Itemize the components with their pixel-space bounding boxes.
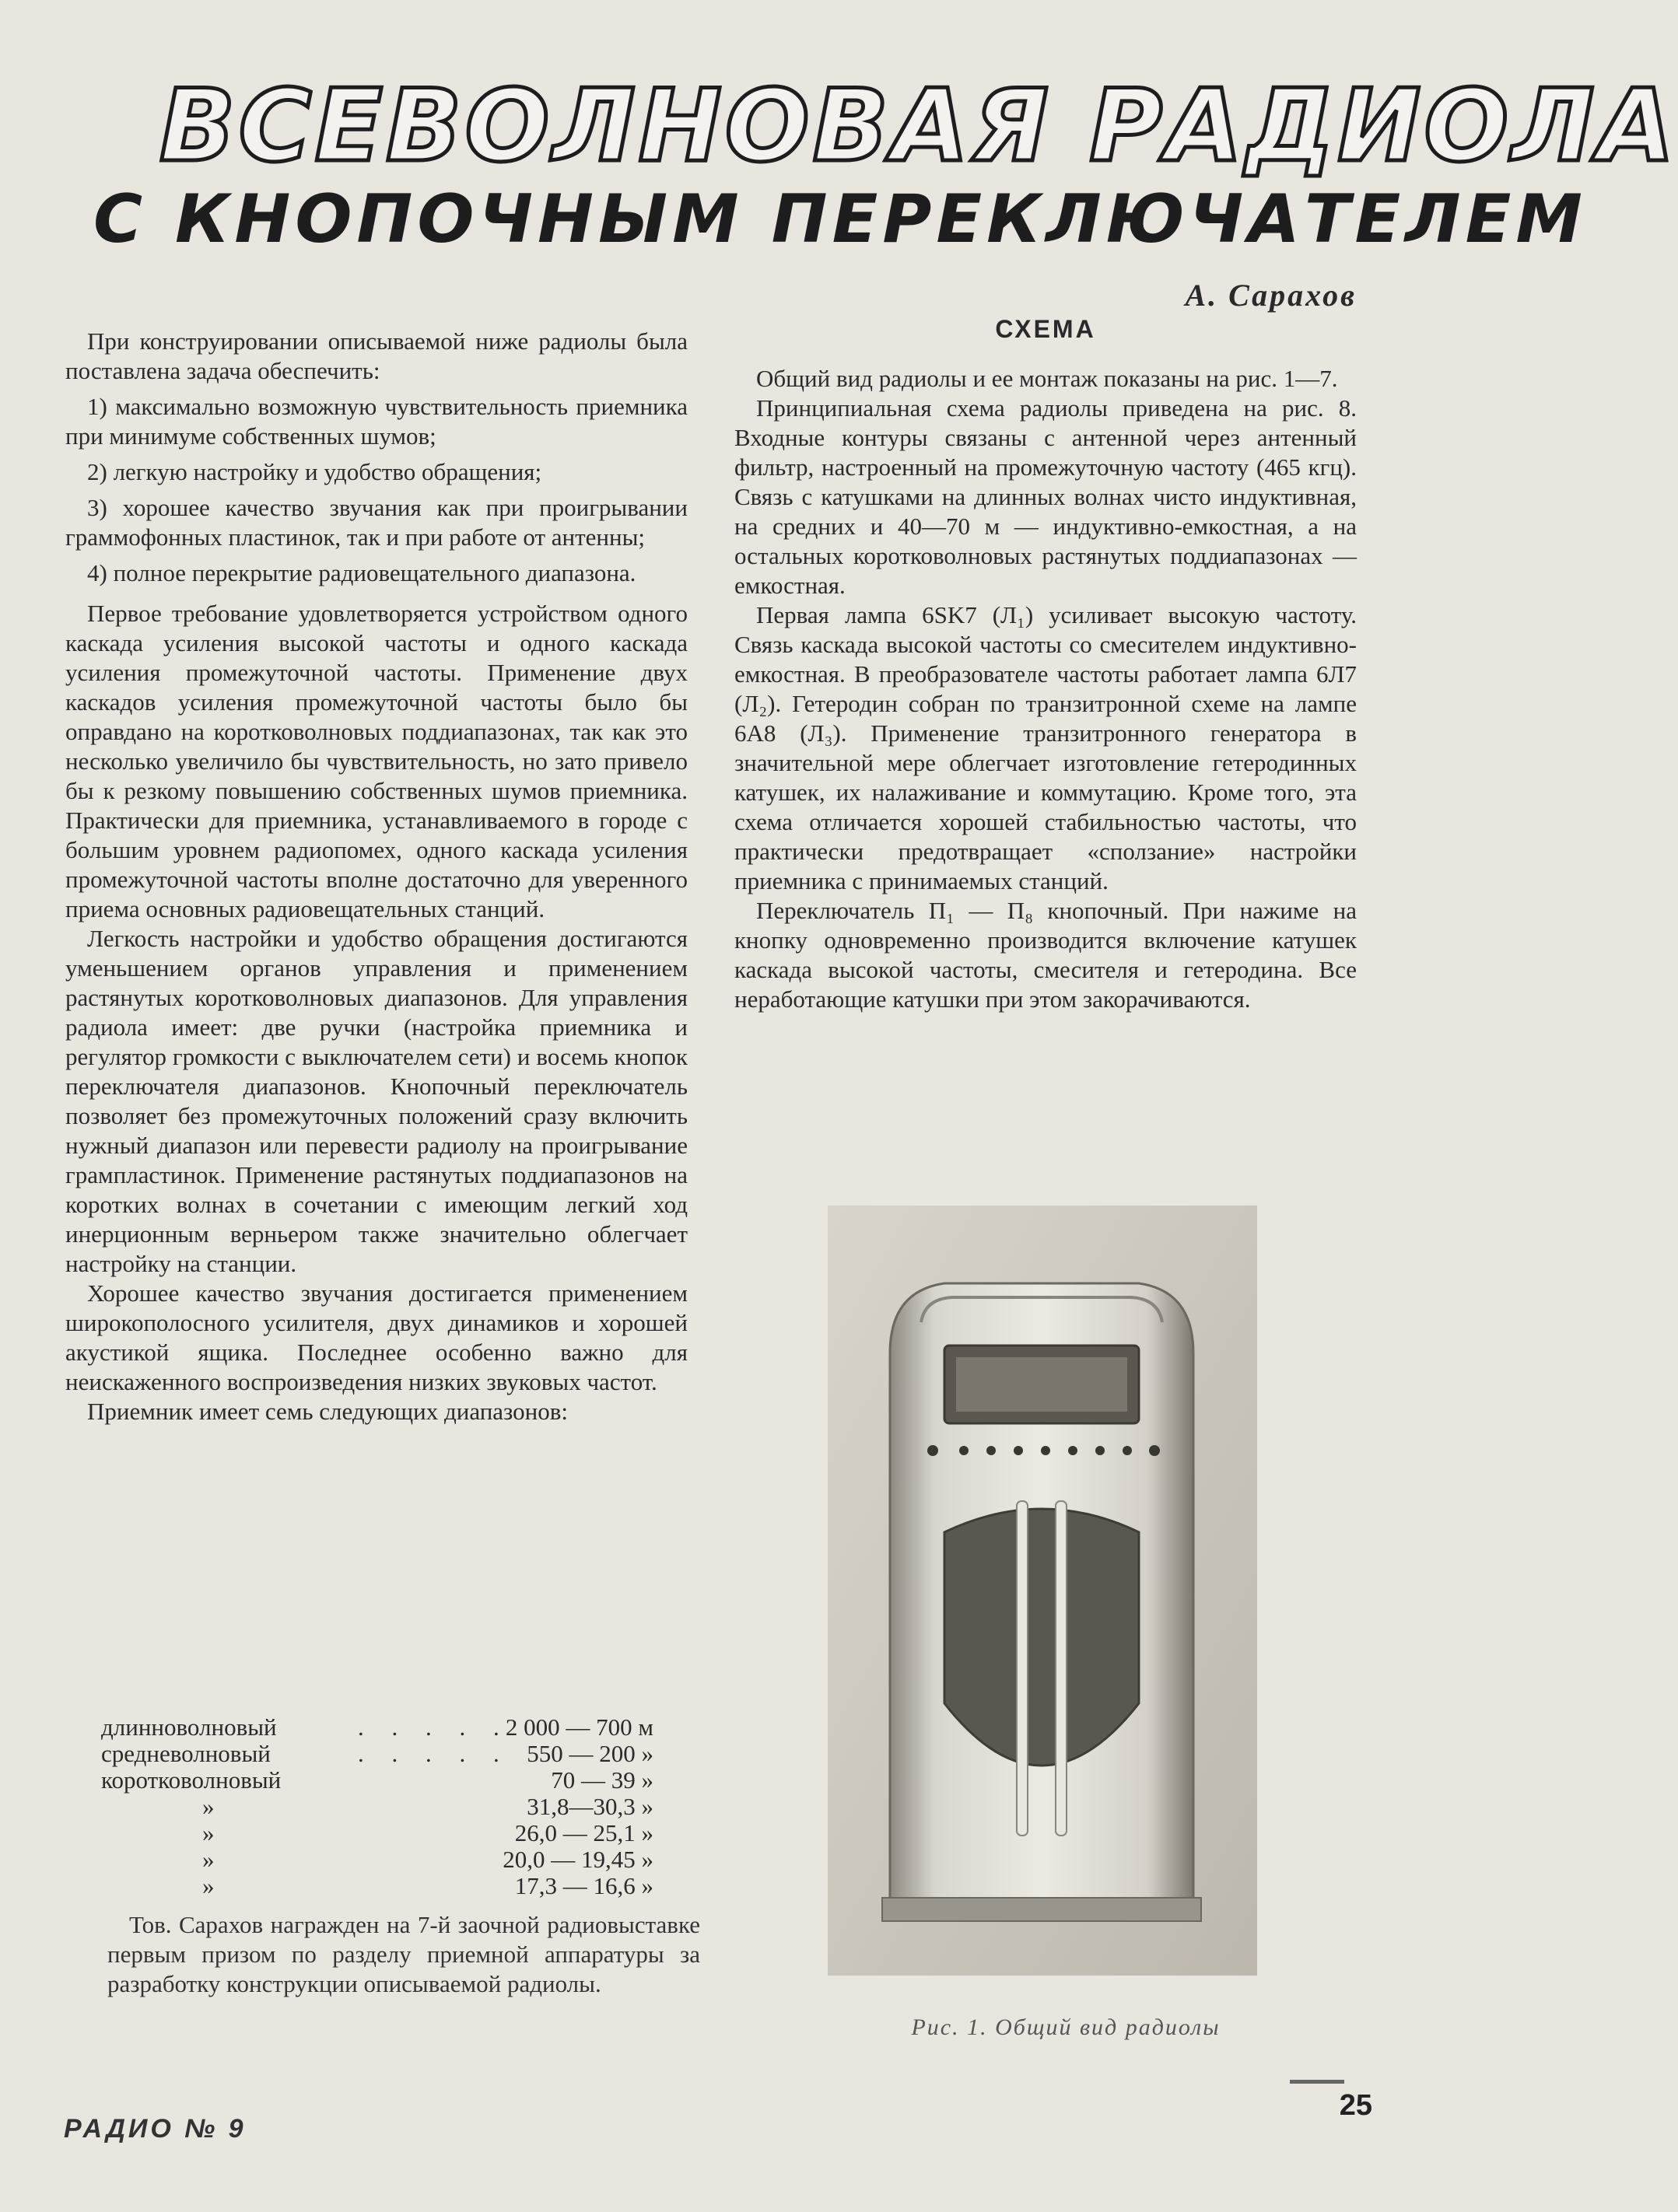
schematic-paragraph: Принципиальная схема радиолы приведена на рис. 8. Входные контуры связаны с антенной через антенный фильтр, настроенный на промежуточную частоту (465 кгц). Связь с катушками на длинных волнах чисто индуктивная, на средних и 40—70 м — индуктивно-емкостная, а на остальных коротковолновых растянутых поддиапазонах — емкостная.: [734, 394, 1357, 599]
tuning-paragraph: Легкость настройки и удобство обращения достигаются уменьшением органов управления и применением растянутых коротковолновых диапазонов. Для управления радиола имеет: две ручки (настройка приемника и регулятор громкости с выключателем сети) и восемь кнопок переключателя диапазонов. Кнопочный переключатель позволяет без промежуточных положений сразу включить нужный диапазон или перевести радиолу на проигрывание грампластинок. Применение растянутых поддиапазонов на коротких волнах в сочетании с имеющим легкий ход инерционным верньером также значительно облегчает настройку на станции.: [65, 925, 688, 1277]
intro-paragraph: При конструировании описываемой ниже радиолы была поставлена задача обеспечить:: [65, 327, 688, 384]
band-name: »: [202, 1819, 215, 1846]
award-footnote: Тов. Сарахов награжден на 7-й заочной радиовыставке первым призом по разделу приемной аппаратуры за разработку конструкции описываемой радиолы.: [107, 1911, 700, 1997]
band-range-row: [101, 1846, 677, 1873]
requirement-4: 4) полное перекрытие радиовещательного диапазона.: [87, 559, 636, 586]
overview-paragraph: Общий вид радиолы и ее монтаж показаны на рис. 1—7.: [756, 365, 1338, 392]
band-range-row: [101, 1767, 677, 1794]
section-heading: СХЕМА: [995, 315, 1096, 343]
band-range-row: [101, 1820, 677, 1846]
band-value: 31,8—30,3 »: [527, 1793, 653, 1820]
band-leader-dots: . . . . .: [358, 1713, 510, 1741]
page-number: 25: [1339, 2089, 1372, 2122]
band-value: 26,0 — 25,1 »: [514, 1819, 653, 1846]
footer-rule: [1290, 2080, 1344, 2084]
band-name: коротковолновый: [101, 1766, 282, 1794]
band-name: »: [202, 1793, 215, 1820]
figure-caption: Рис. 1. Общий вид радиолы: [911, 2014, 1221, 2040]
magazine-footer: РАДИО № 9: [64, 2114, 247, 2144]
bands-intro-paragraph: Приемник имеет семь следующих диапазонов:: [87, 1398, 568, 1425]
switch-paragraph: Переключатель П₁ — П₈ кнопочный. При нажиме на кнопку одновременно производится включение катушек каскада высокой частоты, смесителя и гетеродина. Все неработающие катушки при этом закорачиваются.: [734, 897, 1357, 1013]
right-column: [734, 315, 1357, 1014]
band-name: средневолновый: [101, 1740, 271, 1767]
radiogram-illustration: [828, 1206, 1257, 1976]
band-name: »: [202, 1846, 215, 1873]
requirement-2: 2) легкую настройку и удобство обращения;: [87, 458, 542, 485]
band-value: 17,3 — 16,6 »: [514, 1872, 653, 1899]
band-range-row: [101, 1714, 677, 1741]
first-requirement-paragraph: Первое требование удовлетворяется устройством одного каскада усиления высокой частоты и одного каскада усиления промежуточной частоты. Применение двух каскадов усиления промежуточной частоты было бы оправдано на коротковолновых поддиапазонах, так как это несколько увеличило бы чувствительность, но зато привело бы к резкому повышению собственных шумов приемника. Практически для приемника, устанавливаемого в городе с большим уровнем радиопомех, одного каскада усиления промежуточной частоты вполне достаточно для уверенного приема основных радиовещательных станций.: [65, 600, 688, 922]
lamps-paragraph: Первая лампа 6SK7 (Л₁) усиливает высокую частоту. Связь каскада высокой частоты со смесителем индуктивно-емкостная. В преобразователе частоты работает лампа 6Л7 (Л₂). Гетеродин собран по транзитронной схеме на лампе 6А8 (Л₃). Применение транзитронного генератора в значительной мере облегчает изготовление гетеродинных катушек, их налаживание и коммутацию. Кроме того, эта схема отличается хорошей стабильностью частоты, что практически предотвращает «сползание» настройки приемника с принимаемых станций.: [734, 601, 1357, 894]
left-column: [65, 327, 688, 1426]
band-value: 20,0 — 19,45 »: [503, 1846, 653, 1873]
band-range-row: [101, 1794, 677, 1820]
band-name: длинноволновый: [101, 1713, 277, 1741]
requirement-1: 1) максимально возможную чувствительность приемника при минимуме собственных шумов;: [65, 393, 688, 450]
sound-quality-paragraph: Хорошее качество звучания достигается применением широкополосного усилителя, двух динамиков и хорошей акустикой ящика. Последнее особенно важно для неискаженного воспроизведения низких звуковых частот.: [65, 1279, 688, 1395]
band-name: »: [202, 1872, 215, 1899]
band-ranges-table: [101, 1714, 677, 1899]
band-range-row: [101, 1741, 677, 1767]
radiogram-photo: [828, 1206, 1257, 1976]
band-value: 550 — 200 »: [527, 1740, 653, 1767]
band-leader-dots: . . . . .: [358, 1740, 510, 1767]
title-line-1: ВСЕВОЛНОВАЯ РАДИОЛА: [159, 68, 1678, 184]
author-name: А. Сарахов: [1185, 278, 1357, 313]
band-range-row: [101, 1873, 677, 1899]
band-value: 2 000 — 700 м: [505, 1713, 653, 1741]
band-value: 70 — 39 »: [551, 1766, 653, 1794]
title-line-2: С КНОПОЧНЫМ ПЕРЕКЛЮЧАТЕЛЕМ: [93, 180, 1588, 258]
requirement-3: 3) хорошее качество звучания как при проигрывании граммофонных пластинок, так и при работе от антенны;: [65, 494, 688, 551]
